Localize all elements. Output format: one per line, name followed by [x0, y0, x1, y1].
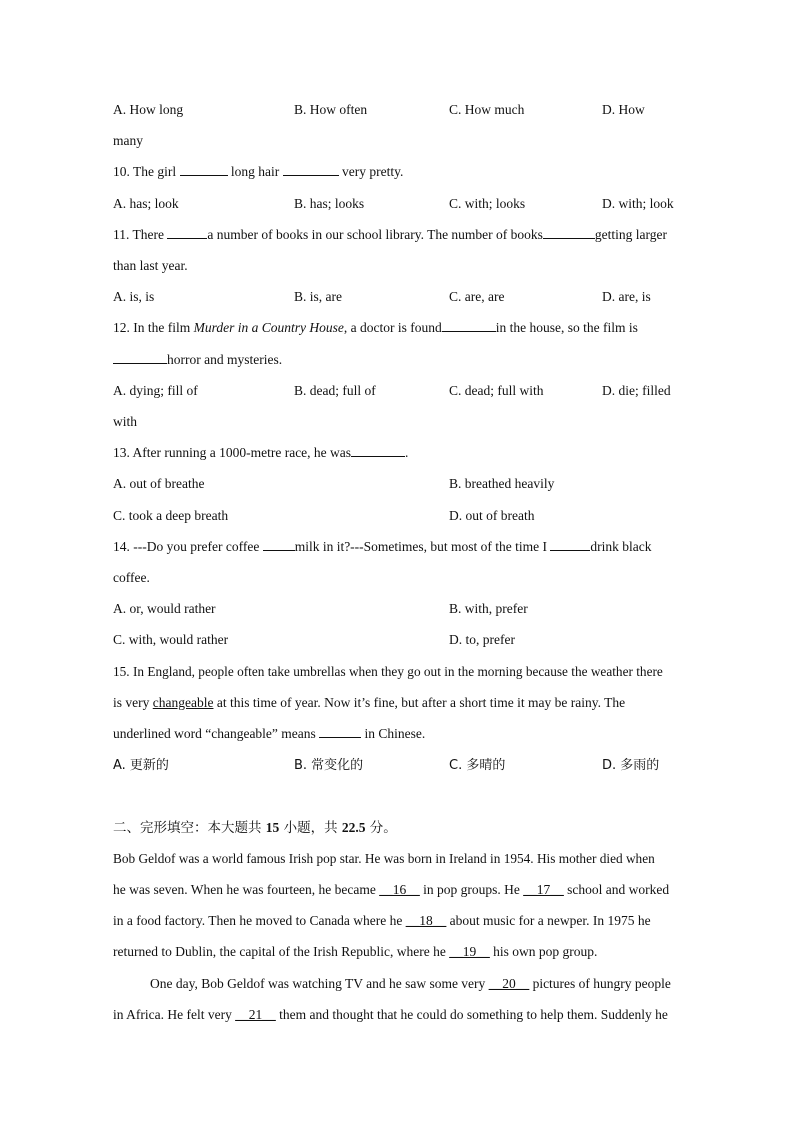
q15-option-c: C. 多晴的	[449, 758, 506, 773]
underlined-word: changeable	[152, 695, 214, 710]
q12-option-d: D. die; filled	[602, 383, 671, 398]
q15-text-2: at this time of year. Now it’s fine, but after a short time it may be rainy. The	[213, 695, 626, 710]
blank-19: __19__	[449, 944, 490, 959]
q10-text-2: long hair	[227, 164, 283, 179]
q11-option-d: D. are, is	[602, 289, 651, 304]
question-13	[113, 444, 408, 462]
q13-text-1: 13. After running a 1000-metre race, he was	[113, 445, 352, 460]
passage-text: about music for a newper. In 1975 he	[446, 913, 651, 928]
answer-blank	[543, 226, 595, 239]
passage-text: them and thought that he could do something to help them. Suddenly he	[275, 1007, 668, 1022]
passage-text: returned to Dublin, the capital of the Irish Republic, where he	[113, 944, 450, 959]
answer-blank	[113, 351, 167, 364]
q15-text-4: in Chinese.	[361, 726, 426, 741]
q14-text-1: 14. ---Do you prefer coffee	[113, 539, 263, 554]
heading-text-3: 分。	[365, 820, 397, 836]
q13-option-b: B. breathed heavily	[449, 476, 555, 491]
q9-option-a: A. How long	[113, 102, 184, 117]
q14-option-c: C. with, would rather	[113, 632, 229, 647]
passage-line-6	[113, 1006, 668, 1024]
blank-17: __17__	[523, 882, 564, 897]
answer-blank	[167, 226, 207, 239]
q12-line-2	[113, 351, 282, 369]
q13-option-d: D. out of breath	[449, 508, 535, 523]
q12-film-title: Murder in a Country House	[193, 320, 344, 335]
q11-option-b: B. is, are	[294, 289, 342, 304]
q12-prefix: 12. In the film	[113, 320, 194, 335]
q9-option-d: D. How	[602, 102, 645, 117]
q14-text-2: milk in it?---Sometimes, but most of the time I	[294, 539, 551, 554]
q9-option-c: C. How much	[449, 102, 525, 117]
q10-text-3: very pretty.	[338, 164, 404, 179]
q10-text-1: 10. The girl	[113, 164, 180, 179]
passage-text: One day, Bob Geldof was watching TV and he saw some very	[150, 976, 489, 991]
q12-text-2: in the house, so the film is	[495, 320, 638, 335]
q14-option-a: A. or, would rather	[113, 601, 216, 616]
answer-blank	[442, 319, 496, 332]
passage-text: in Africa. He felt very	[113, 1007, 236, 1022]
q15-option-a: A. 更新的	[113, 758, 169, 773]
blank-20: __20__	[488, 976, 530, 991]
q12-option-a: A. dying; fill of	[113, 383, 198, 398]
answer-blank	[180, 163, 228, 176]
q11-text-2: a number of books in our school library. The number of books	[207, 227, 543, 242]
q15-option-d: D. 多雨的	[602, 758, 660, 773]
question-15-line-3	[113, 725, 425, 743]
q14-option-d: D. to, prefer	[449, 632, 515, 647]
answer-blank	[283, 163, 339, 176]
question-14	[113, 538, 652, 556]
q14-text-3: drink black	[590, 539, 652, 554]
passage-text: his own pop group.	[489, 944, 598, 959]
blank-16: __16__	[379, 882, 420, 897]
passage-text: he was seven. When he was fourteen, he became	[113, 882, 380, 897]
q10-option-d: D. with; look	[602, 196, 674, 211]
q12-option-d-wrap: with	[113, 414, 138, 429]
q14-wrap: coffee.	[113, 570, 150, 585]
question-15-line-1: 15. In England, people often take umbrellas when they go out in the morning because the weather there	[113, 664, 663, 679]
total-score: 22.5	[341, 820, 366, 835]
q11-option-a: A. is, is	[113, 289, 155, 304]
passage-text: in a food factory. Then he moved to Canada where he	[113, 913, 406, 928]
q15-text-1: is very	[113, 695, 153, 710]
answer-blank	[550, 538, 590, 551]
q15-option-b: B. 常变化的	[294, 758, 364, 773]
passage-text: in pop groups. He	[419, 882, 524, 897]
q9-option-b: B. How often	[294, 102, 368, 117]
section-heading	[113, 819, 397, 837]
q12-option-b: B. dead; full of	[294, 383, 376, 398]
question-10	[113, 163, 403, 181]
q13-text-2: .	[405, 445, 409, 460]
question-count: 15	[265, 820, 280, 835]
passage-text: school and worked	[563, 882, 670, 897]
q13-option-a: A. out of breathe	[113, 476, 205, 491]
heading-text-1: 二、完形填空：本大题共	[113, 820, 266, 836]
q13-option-c: C. took a deep breath	[113, 508, 229, 523]
q11-option-c: C. are, are	[449, 289, 505, 304]
question-11	[113, 226, 667, 244]
q10-option-b: B. has; looks	[294, 196, 365, 211]
blank-18: __18__	[405, 913, 447, 928]
passage-line-4	[113, 943, 597, 961]
answer-blank	[351, 444, 405, 457]
answer-blank	[319, 725, 361, 738]
passage-line-1: Bob Geldof was a world famous Irish pop star. He was born in Ireland in 1954. His mother died when	[113, 851, 655, 866]
q10-option-a: A. has; look	[113, 196, 179, 211]
passage-text: pictures of hungry people	[529, 976, 671, 991]
passage-line-5	[150, 975, 671, 993]
q15-text-3: underlined word “changeable” means	[113, 726, 320, 741]
heading-text-2: 小题，共	[279, 820, 342, 836]
q12-text-1: , a doctor is found	[343, 320, 442, 335]
q11-text-1: 11. There	[113, 227, 168, 242]
q11-wrap: than last year.	[113, 258, 188, 273]
q9-option-d-wrap: many	[113, 133, 143, 148]
q11-text-3: getting larger	[594, 227, 668, 242]
q10-option-c: C. with; looks	[449, 196, 526, 211]
q12-text-3: horror and mysteries.	[167, 352, 283, 367]
passage-line-2	[113, 881, 669, 899]
q12-option-c: C. dead; full with	[449, 383, 544, 398]
question-15-line-2	[113, 694, 625, 712]
question-12	[113, 319, 638, 337]
answer-blank	[263, 538, 295, 551]
passage-line-3	[113, 912, 651, 930]
q14-option-b: B. with, prefer	[449, 601, 528, 616]
blank-21: __21__	[235, 1007, 276, 1022]
